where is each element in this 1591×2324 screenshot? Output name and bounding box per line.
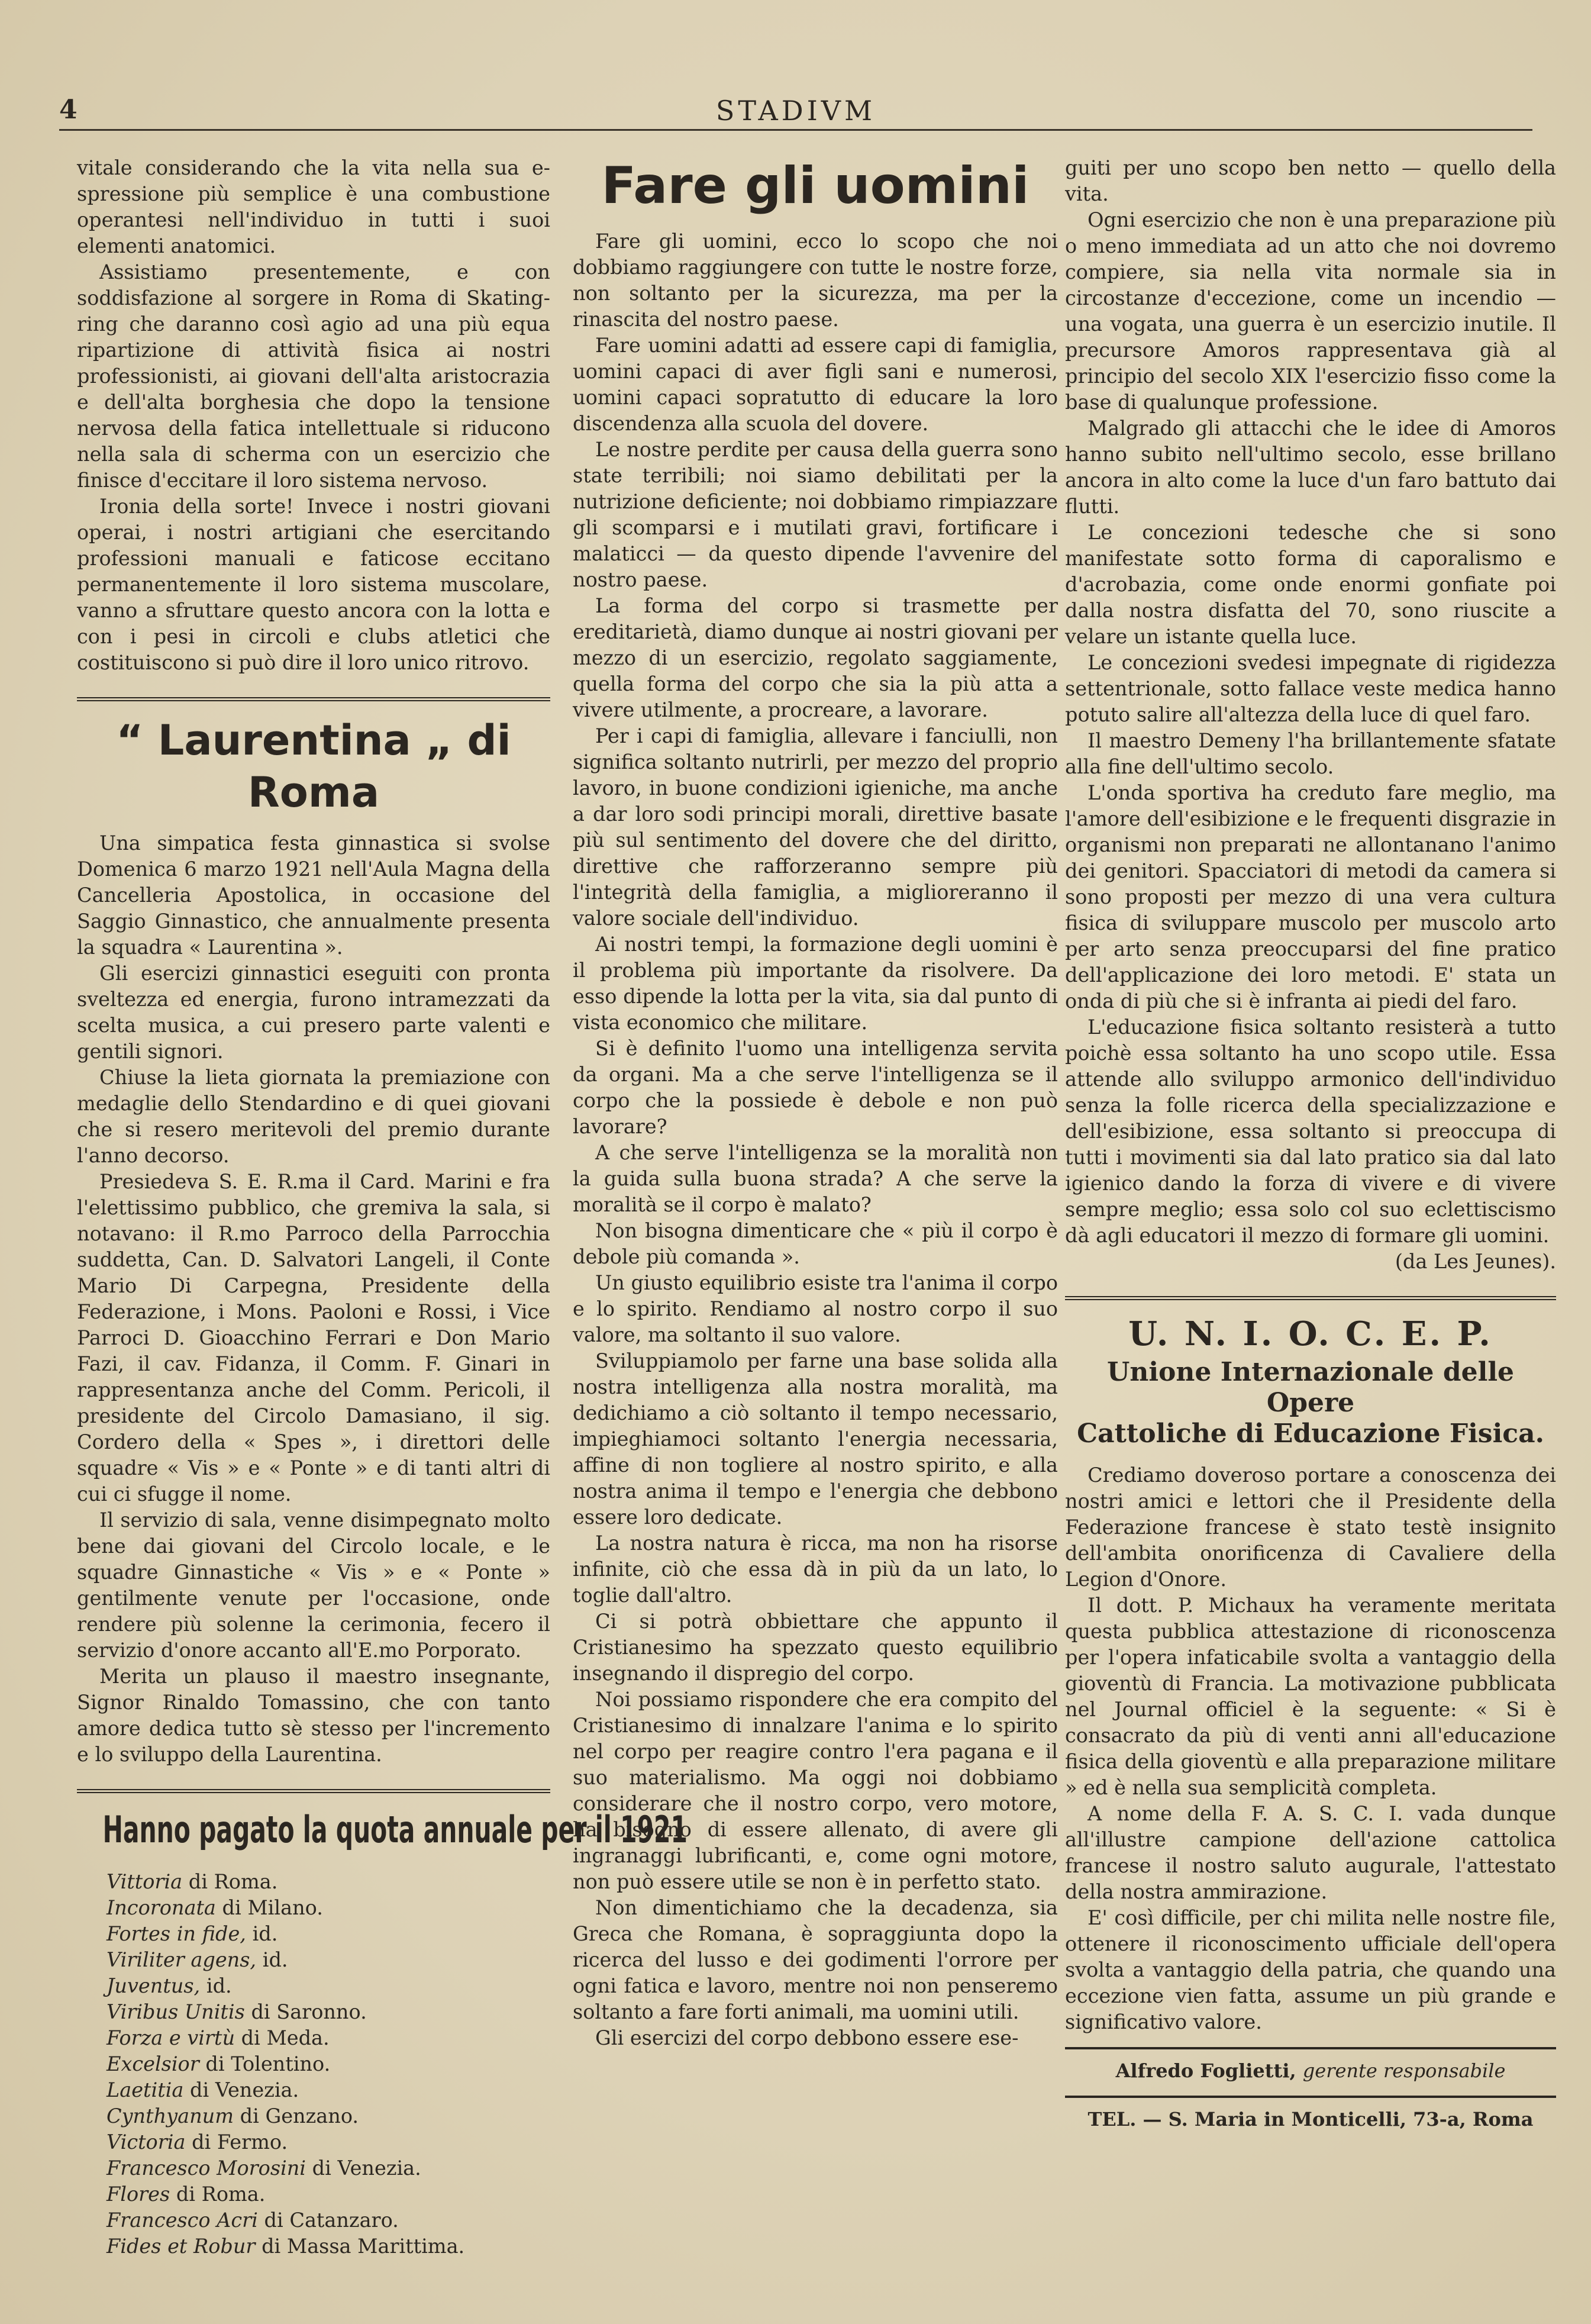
page-header: [59, 95, 1532, 130]
signature-name: Alfredo Foglietti,: [1115, 2059, 1296, 2082]
list-item: Vittoria di Roma.: [107, 1870, 278, 1893]
list-item: Incoronata di Milano.: [107, 1896, 323, 1919]
article-paragraph: Il dott. P. Michaux ha veramente meritata questa pubblica attestazione di riconoscenza per l'opera infaticabile svolta a vantaggio della gioventù di Francia. La motivazione pubblicata nel Journal officiel è la seguente: « Si è consacrato da più di venti anni all'educazione fisica della gioventù e alla preparazione militare » ed è nella sua semplicità completa.: [1065, 1594, 1556, 1799]
article-paragraph: Ai nostri tempi, la formazione degli uomini è il problema più importante da risolvere. Da esso dipende la lotta per la vita, sia dal punto di vista economico che militare.: [573, 933, 1058, 1034]
column-right: [1065, 155, 1556, 2132]
article-paragraph: Il maestro Demeny l'ha brillantemente sfatate alla fine dell'ultimo secolo.: [1065, 729, 1556, 778]
list-item: Viriliter agens, id.: [107, 1948, 288, 1971]
article-paragraph: Le concezioni svedesi impegnate di rigidezza settentrionale, sotto fallace veste medica hanno potuto salire all'altezza della luce di quel faro.: [1065, 651, 1556, 726]
article-paragraph: Ironia della sorte! Invece i nostri giovani operai, i nostri artigiani che esercitando professioni manuali e faticose eccitano permanentemente il loro sistema muscolare, vanno a sfruttare questo ancora con la lotta e con i pesi in circoli e clubs atletici che costituiscono si può dire il loro unico ritrovo.: [77, 495, 550, 674]
article-paragraph: Noi possiamo rispondere che era compito del Cristianesimo di innalzare l'anima e lo spirito nel corpo per reagire contro l'era pagana e il suo materialismo. Ma oggi noi dobbiamo considerare che il nostro corpo, vero motore, ha bisogno di essere allenato, di avere gli ingranaggi lubrificanti, e, come ogni motore, non può essere utile se non è in perfetto stato.: [573, 1688, 1058, 1893]
footer-divider: [1065, 2096, 1556, 2098]
article-paragraph: guiti per uno scopo ben netto — quello della vita.: [1065, 156, 1556, 205]
article-paragraph: Gli esercizi ginnastici eseguiti con pronta sveltezza ed energia, furono intramezzati da scelta musica, a cui presero parte valenti e gentili signori.: [77, 962, 550, 1063]
article-paragraph: Crediamo doveroso portare a conoscenza dei nostri amici e lettori che il Presidente della Federazione francese è stato testè insignito dell'ambita onorificenza di Cavaliere della Legion d'Onore.: [1065, 1464, 1556, 1591]
article-paragraph: A che serve l'intelligenza se la moralità non la guida sulla buona strada? A che serve la moralità se il corpo è malato?: [573, 1141, 1058, 1216]
article-paragraph: Fare uomini adatti ad essere capi di famiglia, uomini capaci di aver figli sani e numerosi, uomini capaci sopratutto di educare la loro discendenza alla scuola del dovere.: [573, 334, 1058, 435]
article-source: (da Les Jeunes).: [1395, 1250, 1556, 1273]
section-divider: [77, 1789, 550, 1793]
article-paragraph: A nome della F. A. S. C. I. vada dunque all'illustre campione dell'azione cattolica francese il nostro saluto augurale, l'attestato della nostra ammirazione.: [1065, 1802, 1556, 1903]
article-paragraph: Assistiamo presentemente, e con soddisfazione al sorgere in Roma di Skating-ring che daranno così agio ad una più equa ripartizione di attività fisica ai nostri professionisti, ai giovani dell'alta aristocrazia e dell'alta borghesia che dopo la tensione nervosa della fatica intellettuale si riducono nella sala di scherma con un esercizio che finisce d'eccitare il loro sistema nervoso.: [77, 260, 550, 492]
quota-list: [107, 1869, 550, 2259]
list-item: Victoria di Fermo.: [107, 2130, 288, 2154]
laurentina-headline: “ Laurentina „ di Roma: [116, 716, 511, 817]
column-left: [77, 155, 688, 2259]
article-paragraph: Malgrado gli attacchi che le idee di Amoros hanno subito nell'ultimo secolo, esse brillano ancora in alto come la luce d'un faro battuto dai flutti.: [1065, 417, 1556, 518]
article-paragraph: Un giusto equilibrio esiste tra l'anima il corpo e lo spirito. Rendiamo al nostro corpo il suo valore, ma soltanto il suo valore.: [573, 1271, 1058, 1346]
unioce-subheadline-line: Unione Internazionale delle Opere: [1106, 1357, 1515, 1418]
column-center: [573, 155, 1058, 2051]
list-item: Francesco Acri di Catanzaro.: [107, 2209, 399, 2232]
article-paragraph: Ogni esercizio che non è una preparazione più o meno immediata ad un atto che noi dovremo compiere, sia nella vita normale sia in circostanze d'eccezione, come un incendio — una vogata, una guerra è un esercizio inutile. Il precursore Amoros rappresentava già al principio del secolo XIX l'esercizio fisso come la base di qualunque professione.: [1065, 208, 1556, 414]
article-paragraph: Si è definito l'uomo una intelligenza servita da organi. Ma a che serve l'intelligenza se il corpo che la possiede è debole e non può lavorare?: [573, 1037, 1058, 1138]
footer-divider: [1065, 2047, 1556, 2049]
signature-line: [1065, 2058, 1556, 2084]
list-item: Viribus Unitis di Saronno.: [107, 2000, 367, 2023]
article-paragraph: Il servizio di sala, venne disimpegnato molto bene dai giovani del Circolo locale, e le squadre Ginnastiche « Vis » e « Ponte » gentilmente venute per l'occasione, onde rendere più solenne la cerimonia, fecero il servizio d'onore accanto all'E.mo Porporato.: [77, 1508, 550, 1662]
fare-gli-uomini-headline: Fare gli uomini: [601, 156, 1030, 215]
list-item: Fides et Robur di Massa Marittima.: [107, 2235, 465, 2258]
article-paragraph: Non bisogna dimenticare che « più il corpo è debole più comanda ».: [573, 1219, 1058, 1268]
article-paragraph: L'educazione fisica soltanto resisterà a tutto poichè essa soltanto ha uno scopo utile. Essa attende allo sviluppo armonico dell'individuo senza la folle ricerca della specializzazione e dell'esibizione, essa soltanto si preoccupa di tutti i movimenti sia dal lato pratico sia dal lato igienico dando la forza di vivere e di vivere sempre meglio; essa solo col suo eclettiscismo dà agli educatori il mezzo di formare gli uomini.: [1065, 1016, 1556, 1247]
article-paragraph: Sviluppiamolo per farne una base solida alla nostra intelligenza alla nostra moralità, ma dedichiamo a ciò soltanto il tempo necessario, impieghiamoci soltanto l'energia necessaria, affine di non togliere al nostro spirito, e alla nostra anima il tempo e l'energia che debbono essere loro dedicate.: [573, 1349, 1058, 1529]
list-item: Excelsior di Tolentino.: [107, 2052, 331, 2075]
list-item: Juventus, id.: [107, 1974, 232, 1997]
list-item: Forza e virtù di Meda.: [107, 2026, 330, 2049]
article-paragraph: vitale considerando che la vita nella sua e-spressione più semplice è una combustione operantesi nell'individuo in tutti i suoi elementi anatomici.: [77, 156, 550, 257]
article-paragraph: Non dimentichiamo che la decadenza, sia Greca che Romana, è sopraggiunta dopo la ricerca del lusso e dei godimenti l'orrore per ogni fatica e lavoro, mentre noi non penseremo soltanto a fare forti animali, ma uomini utili.: [573, 1896, 1058, 2023]
article-paragraph: La nostra natura è ricca, ma non ha risorse infinite, ciò che essa dà in più da un lato, lo toglie dall'altro.: [573, 1532, 1058, 1607]
quota-headline: Hanno pagato la quota annuale per il 1921: [102, 1808, 688, 1851]
unioce-subheadline: [1065, 1357, 1556, 1449]
list-item: Francesco Morosini di Venezia.: [107, 2157, 421, 2180]
header-rule: [59, 129, 1532, 131]
article-paragraph: E' così difficile, per chi milita nelle nostre file, ottenere il riconoscimento ufficiale dell'opera svolta a vantaggio della patria, che quando una eccezione vien fatta, assume un più grande e significativo valore.: [1065, 1906, 1556, 2033]
list-item: Fortes in fide, id.: [107, 1922, 278, 1945]
telephone-line: TEL. — S. Maria in Monticelli, 73-a, Roma: [1087, 2108, 1534, 2130]
section-divider: [1065, 1296, 1556, 1300]
list-item: Flores di Roma.: [107, 2183, 266, 2206]
article-paragraph: Le nostre perdite per causa della guerra sono state terribili; noi siamo debilitati per la nutrizione deficiente; noi dobbiamo rimpiazzare gli scomparsi e i mutilati gravi, fortificare i malaticci — da questo dipende l'avvenire del nostro paese.: [573, 438, 1058, 591]
signature-role: gerente responsabile: [1302, 2059, 1506, 2082]
article-paragraph: Una simpatica festa ginnastica si svolse Domenica 6 marzo 1921 nell'Aula Magna della Cancelleria Apostolica, in occasione del Saggio Ginnastico, che annualmente presenta la squadra « Laurentina ».: [77, 831, 550, 959]
article-paragraph: Presiedeva S. E. R.ma il Card. Marini e fra l'elettissimo pubblico, che gremiva la sala, si notavano: il R.mo Parroco della Parrocchia suddetta, Can. D. Salvatori Langeli, il Conte Mario Di Carpegna, Presidente della Federazione, i Mons. Paoloni e Rossi, i Vice Parroci D. Gioacchino Ferrari e Don Mario Fazi, il cav. Fidanza, il Comm. F. Ginari in rappresentanza anche del Comm. Pericoli, il presidente del Circolo Damasiano, il sig. Cordero della « Spes », i direttori delle squadre « Vis » e « Ponte » e di tanti altri di cui ci sfugge il nome.: [77, 1170, 550, 1506]
article-paragraph: L'onda sportiva ha creduto fare meglio, ma l'amore dell'esibizione e le frequenti disgrazie in organismi non preparati ne allontanano l'animo dei genitori. Spacciatori di metodi da camera si sono proposti per mezzo di una vera cultura fisica di sviluppare muscolo per muscolo arto per arto senza preoccuparsi del fine pratico dell'applicazione dei loro metodi. E' stata un onda di più che si è infranta ai piedi del faro.: [1065, 781, 1556, 1013]
article-paragraph: Chiuse la lieta giornata la premiazione con medaglie dello Stendardino e di quei giovani che si resero meritevoli del premio durante l'anno decorso.: [77, 1066, 550, 1167]
section-divider: [77, 697, 550, 701]
list-item: Cynthyanum di Genzano.: [107, 2104, 359, 2128]
article-paragraph: La forma del corpo si trasmette per ereditarietà, diamo dunque ai nostri giovani per mezzo di un esercizio, regolato saggiamente, quella forma del corpo che sia la più atta a vivere utilmente, a procreare, a lavorare.: [573, 594, 1058, 721]
unioce-headline: U. N. I. O. C. E. P.: [1128, 1314, 1493, 1353]
article-paragraph: Merita un plauso il maestro insegnante, Signor Rinaldo Tomassino, che con tanto amore dedica tutto sè stesso per l'incremento e lo sviluppo della Laurentina.: [77, 1665, 550, 1766]
article-paragraph: Fare gli uomini, ecco lo scopo che noi dobbiamo raggiungere con tutte le nostre forze, non soltanto per la sicurezza, ma per la rinascita del nostro paese.: [573, 230, 1058, 331]
page-number: 4: [59, 95, 78, 125]
article-paragraph: Ci si potrà obbiettare che appunto il Cristianesimo ha spezzato questo equilibrio insegnando il dispregio del corpo.: [573, 1610, 1058, 1685]
article-paragraph: Per i capi di famiglia, allevare i fanciulli, non significa soltanto nutrirli, per mezzo del proprio lavoro, in buone condizioni igieniche, ma anche a dar loro sodi principi morali, direttive basate più sul sentimento del dovere che del diritto, direttive che rafforzeranno sempre più l'integrità della famiglia, a miglioreranno il valore sociale dell'individuo.: [573, 724, 1058, 930]
unioce-subheadline-line: Cattoliche di Educazione Fisica.: [1077, 1419, 1544, 1449]
masthead: STADIVM: [715, 95, 876, 127]
list-item: Laetitia di Venezia.: [107, 2078, 299, 2101]
article-paragraph: Le concezioni tedesche che si sono manifestate sotto forma di caporalismo e d'acrobazia, come onde enormi gonfiate poi dalla nostra disfatta del 70, sono riuscite a velare un istante quella luce.: [1065, 521, 1556, 648]
article-paragraph: Gli esercizi del corpo debbono essere ese-: [595, 2026, 1019, 2049]
